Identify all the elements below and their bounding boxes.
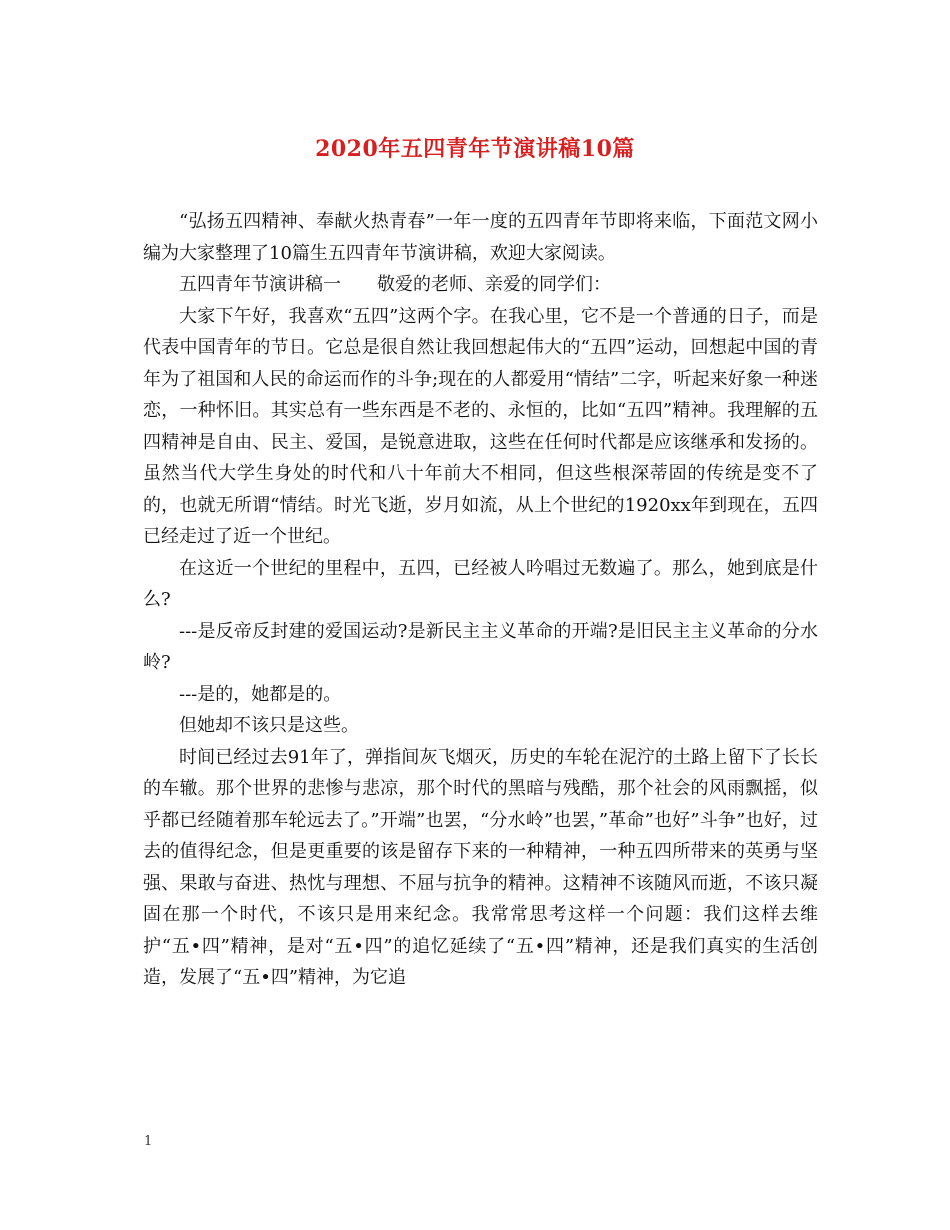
page-number: 1 <box>144 1134 153 1149</box>
paragraph-greeting: 大家下午好，我喜欢“五四”这两个字。在我心里，它不是一个普通的日子，而是代表中国青年的节日。它总是很自然让我回想起伟大的“五四”运动，回想起中国的青年为了祖国和人民的命运而作的斗争;现在的人都爱用“情结”二字，听起来好象一种迷恋，一种怀旧。其实总有一些东西是不老的、永恒的，比如“五四”精神。我理解的五四精神是自由、民主、爱国，是锐意进取，这些在任何时代都是应该继承和发扬的。虽然当代大学生身处的时代和八十年前大不相同，但这些根深蒂固的传统是变不了的，也就无所谓“情结。时光飞逝，岁月如流，从上个世纪的1920xx年到现在，五四已经走过了近一个世纪。 <box>143 305 818 547</box>
document-body <box>143 206 818 994</box>
paragraph-dash-answer: ---是的，她都是的。 <box>179 683 342 705</box>
paragraph-but: 但她却不该只是这些。 <box>179 715 359 736</box>
paragraph-dash-question: ---是反帝反封建的爱国运动?是新民主主义革命的开端?是旧民主主义革命的分水岭? <box>143 620 818 673</box>
document-title: 2020年五四青年节演讲稿10篇 <box>315 136 635 162</box>
paragraph-speech-heading: 五四青年节演讲稿一 敬爱的老师、亲爱的同学们： <box>179 274 611 295</box>
paragraph-question: 在这近一个世纪的里程中，五四，已经被人吟唱过无数遍了。那么，她到底是什么? <box>143 557 818 610</box>
paragraph-time: 时间已经过去91年了，弹指间灰飞烟灭，历史的车轮在泥泞的土路上留下了长长的车辙。那个世界的悲惨与悲凉，那个时代的黑暗与残酷，那个社会的风雨飘摇，似乎都已经随着那车轮远去了。”开端”也罢，“分水岭”也罢，”革命”也好”斗争”也好，过去的值得纪念，但是更重要的该是留存下来的一种精神，一种五四所带来的英勇与坚强、果敢与奋进、热忱与理想、不屈与抗争的精神。这精神不该随风而逝，不该只凝固在那一个时代，不该只是用来纪念。我常常思考这样一个问题：我们这样去维护“五•四”精神，是对“五•四”的追忆延续了“五•四”精神，还是我们真实的生活创造，发展了“五•四”精神，为它追 <box>143 746 818 988</box>
paragraph-intro: “弘扬五四精神、奉献火热青春”一年一度的五四青年节即将来临，下面范文网小编为大家整理了10篇生五四青年节演讲稿，欢迎大家阅读。 <box>143 211 818 264</box>
